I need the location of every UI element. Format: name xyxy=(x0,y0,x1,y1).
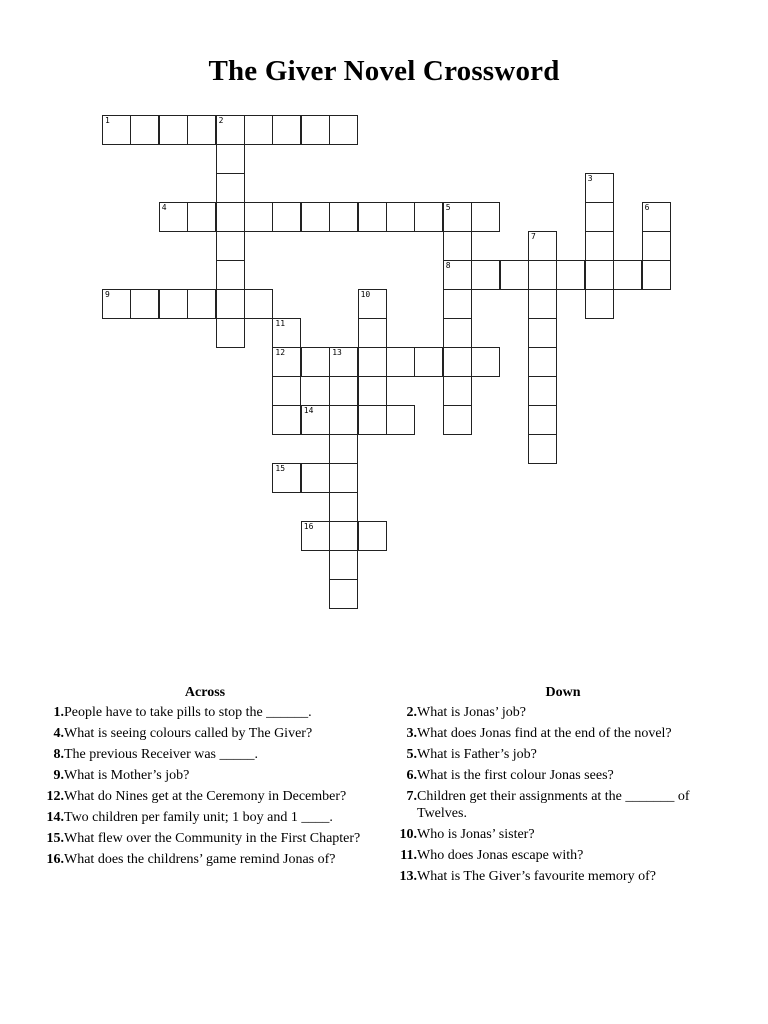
clue-number: 9. xyxy=(53,768,64,783)
clue-text: The previous Receiver was _____. xyxy=(64,747,258,762)
grid-cell[interactable] xyxy=(585,260,614,290)
clue-item xyxy=(393,868,733,885)
clue-text: What is Father’s job? xyxy=(417,747,537,762)
grid-cell[interactable] xyxy=(216,173,245,203)
grid-cell[interactable] xyxy=(386,202,415,232)
cell-number: 10 xyxy=(360,290,371,299)
clue-number: 16. xyxy=(46,852,64,867)
grid-cell[interactable] xyxy=(301,202,330,232)
clue-number: 7. xyxy=(406,789,417,804)
grid-cell[interactable] xyxy=(471,260,500,290)
grid-cell[interactable] xyxy=(216,144,245,174)
clue-item xyxy=(40,830,370,847)
clue-item xyxy=(40,725,370,742)
grid-cell[interactable] xyxy=(500,260,529,290)
grid-cell[interactable] xyxy=(528,434,557,464)
clue-number: 11. xyxy=(400,848,417,863)
cell-number: 16 xyxy=(303,522,314,531)
clue-number: 15. xyxy=(46,831,64,846)
grid-cell[interactable] xyxy=(642,260,671,290)
page-title: The Giver Novel Crossword xyxy=(208,55,560,87)
clue-item xyxy=(40,788,370,805)
clue-text: Two children per family unit; 1 boy and 1 ____. xyxy=(64,810,333,825)
grid-cell[interactable] xyxy=(329,347,358,377)
grid-cell[interactable] xyxy=(613,260,642,290)
grid-cell[interactable] xyxy=(329,115,358,145)
grid-cell[interactable] xyxy=(329,463,358,493)
cell-number: 11 xyxy=(275,319,286,328)
grid-cell[interactable] xyxy=(329,434,358,464)
grid-cell[interactable] xyxy=(244,289,273,319)
grid-cell[interactable] xyxy=(585,202,614,232)
grid-cell[interactable] xyxy=(443,260,472,290)
cell-number: 1 xyxy=(105,116,110,125)
grid-cell[interactable] xyxy=(443,318,472,348)
grid-cell[interactable] xyxy=(187,115,216,145)
grid-cell[interactable] xyxy=(414,202,443,232)
clue-item xyxy=(393,767,733,784)
grid-cell[interactable] xyxy=(216,202,245,232)
clue-item xyxy=(40,746,370,763)
grid-cell[interactable] xyxy=(187,202,216,232)
clue-item xyxy=(393,847,733,864)
grid-cell[interactable] xyxy=(329,579,358,609)
grid-cell[interactable] xyxy=(528,405,557,435)
clue-number: 8. xyxy=(53,747,64,762)
grid-cell[interactable] xyxy=(443,289,472,319)
clue-item xyxy=(393,826,733,843)
clue-item xyxy=(393,725,733,742)
grid-cell[interactable] xyxy=(642,231,671,261)
clue-text: People have to take pills to stop the ______. xyxy=(64,705,312,720)
clue-text: What is Mother’s job? xyxy=(64,768,190,783)
clue-number: 4. xyxy=(53,726,64,741)
grid-cell[interactable] xyxy=(301,115,330,145)
grid-cell[interactable] xyxy=(358,289,387,319)
cell-number: 12 xyxy=(275,348,286,357)
grid-cell[interactable] xyxy=(528,347,557,377)
grid-cell[interactable] xyxy=(585,289,614,319)
clue-text: What does the childrens’ game remind Jonas of? xyxy=(64,852,336,867)
grid-cell[interactable] xyxy=(528,289,557,319)
clue-number: 13. xyxy=(399,869,417,884)
grid-cell[interactable] xyxy=(272,347,301,377)
grid-cell[interactable] xyxy=(358,318,387,348)
grid-cell[interactable] xyxy=(244,202,273,232)
grid-cell[interactable] xyxy=(301,463,330,493)
clue-text: What is The Giver’s favourite memory of? xyxy=(417,869,656,884)
clue-text: Who does Jonas escape with? xyxy=(417,848,584,863)
grid-cell[interactable] xyxy=(216,231,245,261)
cell-number: 4 xyxy=(161,203,167,212)
clue-text: What flew over the Community in the First Chapter? xyxy=(64,831,361,846)
grid-cell[interactable] xyxy=(642,202,671,232)
grid-cell[interactable] xyxy=(102,115,131,145)
grid-cell[interactable] xyxy=(244,115,273,145)
cell-number: 9 xyxy=(105,290,110,299)
grid-cell[interactable] xyxy=(301,347,330,377)
grid-cell[interactable] xyxy=(216,318,245,348)
cell-number: 3 xyxy=(587,174,593,183)
grid-cell[interactable] xyxy=(159,202,188,232)
grid-cell[interactable] xyxy=(443,202,472,232)
grid-cell[interactable] xyxy=(585,173,614,203)
clue-item xyxy=(40,809,370,826)
grid-cell[interactable] xyxy=(358,347,387,377)
grid-cell[interactable] xyxy=(358,521,387,551)
down-clues xyxy=(393,684,733,889)
clue-text: What is the first colour Jonas sees? xyxy=(417,768,614,783)
cell-number: 6 xyxy=(644,203,650,212)
grid-cell[interactable] xyxy=(329,492,358,522)
cell-number: 2 xyxy=(218,116,224,125)
grid-cell[interactable] xyxy=(216,115,245,145)
grid-cell[interactable] xyxy=(556,260,585,290)
grid-cell[interactable] xyxy=(528,231,557,261)
clue-item xyxy=(393,788,733,822)
cell-number: 14 xyxy=(303,406,314,415)
grid-cell[interactable] xyxy=(358,202,387,232)
grid-cell[interactable] xyxy=(528,318,557,348)
clue-item xyxy=(40,767,370,784)
clue-text: Children get their assignments at the _______ of Twelves. xyxy=(417,789,690,821)
grid-cell[interactable] xyxy=(159,289,188,319)
clue-item xyxy=(393,704,733,721)
grid-cell[interactable] xyxy=(272,318,301,348)
clue-number: 6. xyxy=(406,768,417,783)
grid-cell[interactable] xyxy=(216,289,245,319)
grid-cell[interactable] xyxy=(272,463,301,493)
grid-cell[interactable] xyxy=(386,347,415,377)
grid-cell[interactable] xyxy=(358,376,387,406)
grid-cell[interactable] xyxy=(272,405,301,435)
grid-cell[interactable] xyxy=(329,550,358,580)
grid-cell[interactable] xyxy=(443,347,472,377)
grid-cell[interactable] xyxy=(329,202,358,232)
grid-cell[interactable] xyxy=(301,405,330,435)
grid-cell[interactable] xyxy=(471,202,500,232)
across-clues xyxy=(40,684,370,872)
cell-number: 13 xyxy=(332,348,342,357)
clue-number: 3. xyxy=(406,726,417,741)
grid-cell[interactable] xyxy=(414,347,443,377)
clue-text: What is seeing colours called by The Giver? xyxy=(64,726,313,741)
cell-number: 7 xyxy=(531,232,536,241)
clue-number: 1. xyxy=(53,705,64,720)
grid-cell[interactable] xyxy=(443,376,472,406)
clue-number: 2. xyxy=(406,705,417,720)
grid-cell[interactable] xyxy=(329,376,358,406)
grid-cell[interactable] xyxy=(130,115,159,145)
grid-cell[interactable] xyxy=(443,231,472,261)
clue-item xyxy=(40,851,370,868)
grid-cell[interactable] xyxy=(187,289,216,319)
clue-text: What does Jonas find at the end of the novel? xyxy=(417,726,672,741)
down-heading: Down xyxy=(545,685,581,700)
grid-cell[interactable] xyxy=(216,260,245,290)
grid-cell[interactable] xyxy=(471,347,500,377)
clue-number: 10. xyxy=(399,827,417,842)
grid-cell[interactable] xyxy=(329,405,358,435)
clue-number: 12. xyxy=(46,789,64,804)
clue-text: What is Jonas’ job? xyxy=(417,705,526,720)
grid-cell[interactable] xyxy=(272,376,301,406)
grid-cell[interactable] xyxy=(386,405,415,435)
clue-text: What do Nines get at the Ceremony in December? xyxy=(64,789,347,804)
grid-cell[interactable] xyxy=(358,405,387,435)
across-heading: Across xyxy=(184,685,226,700)
grid-cell[interactable] xyxy=(301,521,330,551)
grid-cell[interactable] xyxy=(443,405,472,435)
grid-cell[interactable] xyxy=(528,376,557,406)
clue-number: 5. xyxy=(406,747,417,762)
grid-cell[interactable] xyxy=(130,289,159,319)
cell-number: 8 xyxy=(445,261,451,270)
grid-cell[interactable] xyxy=(272,115,301,145)
grid-cell[interactable] xyxy=(528,260,557,290)
grid-cell[interactable] xyxy=(585,231,614,261)
grid-cell[interactable] xyxy=(272,202,301,232)
grid-cell[interactable] xyxy=(102,289,131,319)
clue-number: 14. xyxy=(46,810,64,825)
clue-item xyxy=(393,746,733,763)
cell-number: 5 xyxy=(445,203,451,212)
grid-cell[interactable] xyxy=(159,115,188,145)
grid-cell[interactable] xyxy=(329,521,358,551)
clue-item xyxy=(40,704,370,721)
cell-number: 15 xyxy=(275,464,286,473)
clue-text: Who is Jonas’ sister? xyxy=(417,827,535,842)
